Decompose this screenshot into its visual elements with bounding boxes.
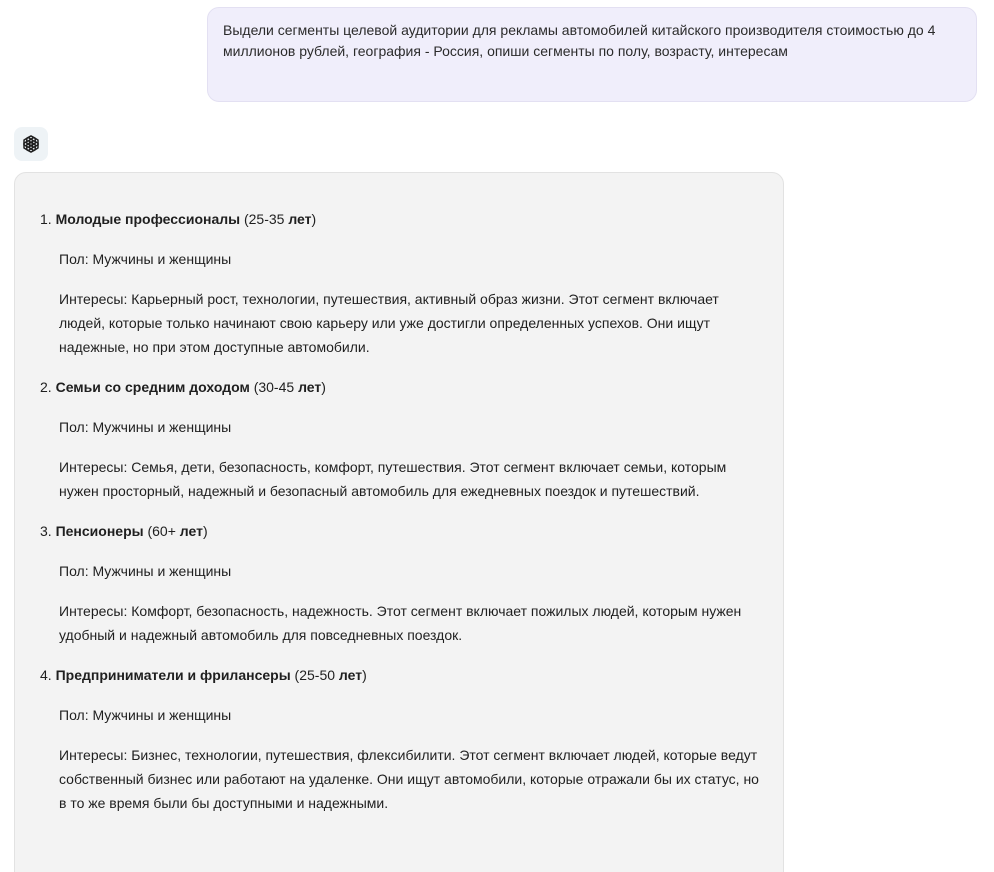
segment-interests: Интересы: Комфорт, безопасность, надежность. Этот сегмент включает пожилых людей, которым нужен удобный и надежный автомобиль для повседневных поездок. bbox=[59, 603, 742, 643]
segment-interests: Интересы: Карьерный рост, технологии, путешествия, активный образ жизни. Этот сегмент включает людей, которые только начинают свою карьеру или уже достигли определенных успехов. Они ищут надежные, но при этом доступные автомобили. bbox=[59, 291, 719, 355]
segment-item bbox=[40, 519, 763, 647]
openai-logo-icon bbox=[14, 127, 48, 161]
segment-gender: Пол: Мужчины и женщины bbox=[59, 419, 232, 435]
segment-item bbox=[40, 375, 763, 503]
segment-age-close: ) bbox=[202, 523, 208, 539]
segment-gender: Пол: Мужчины и женщины bbox=[59, 563, 232, 579]
segment-age-open: (25-50 bbox=[290, 667, 339, 683]
segment-title bbox=[40, 663, 763, 687]
segment-age-word: лет bbox=[298, 379, 322, 395]
segment-number: 3. bbox=[40, 523, 52, 539]
segment-age-close: ) bbox=[311, 211, 317, 227]
segment-age-open: (30-45 bbox=[249, 379, 299, 395]
segment-number: 4. bbox=[40, 667, 52, 683]
segment-age-word: лет bbox=[179, 523, 203, 539]
segment-interests: Интересы: Семья, дети, безопасность, комфорт, путешествия. Этот сегмент включает семьи, которым нужен просторный, надежный и безопасный автомобиль для ежедневных поездок и путешествий. bbox=[59, 459, 727, 499]
segment-interests: Интересы: Бизнес, технологии, путешествия, флексибилити. Этот сегмент включает людей, которые ведут собственный бизнес или работают на удаленке. Они ищут автомобили, которые отражали бы их статус, но в то же время были бы доступными и надежными. bbox=[59, 747, 759, 811]
segment-age-word: лет bbox=[338, 667, 363, 683]
segment-name: Семьи со средним доходом bbox=[55, 379, 250, 395]
segment-age-open: (60+ bbox=[143, 523, 180, 539]
segment-age-word: лет bbox=[288, 211, 312, 227]
segment-age-open: (25-35 bbox=[240, 211, 289, 227]
segment-age-close: ) bbox=[321, 379, 326, 395]
segment-title bbox=[40, 519, 763, 543]
segment-name: Пенсионеры bbox=[55, 523, 144, 539]
segment-gender: Пол: Мужчины и женщины bbox=[59, 251, 232, 267]
user-message-bubble bbox=[207, 7, 977, 102]
segment-age-close: ) bbox=[362, 667, 367, 683]
segment-name: Предприниматели и фрилансеры bbox=[55, 667, 291, 683]
segment-title bbox=[40, 375, 763, 399]
segment-gender: Пол: Мужчины и женщины bbox=[59, 707, 232, 723]
segment-number: 1. bbox=[40, 211, 52, 227]
assistant-message-bubble bbox=[14, 172, 784, 872]
user-message-text: Выдели сегменты целевой аудитории для рекламы автомобилей китайского производителя стоимостью до 4 миллионов рублей, география - Россия, опиши сегменты по полу, возрасту, интересам bbox=[223, 22, 936, 59]
segment-name: Молодые профессионалы bbox=[55, 211, 241, 227]
segment-item bbox=[40, 663, 763, 815]
segment-title bbox=[40, 207, 763, 231]
segment-item bbox=[40, 207, 763, 359]
segment-number: 2. bbox=[40, 379, 52, 395]
